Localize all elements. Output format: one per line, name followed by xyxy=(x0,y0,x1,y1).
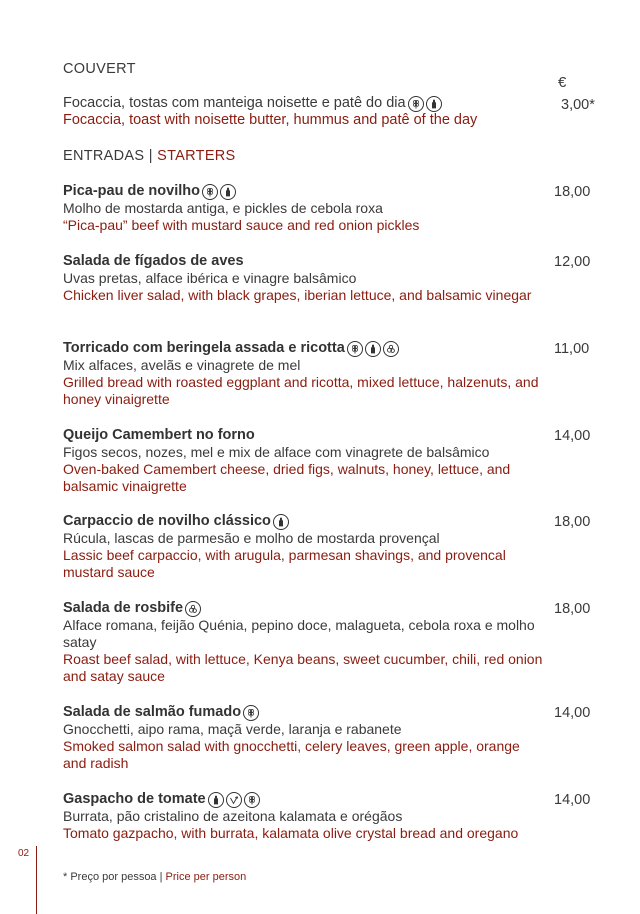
couvert-item xyxy=(63,95,553,129)
footnote-en: Price per person xyxy=(165,871,247,883)
menu-item-desc-en: Tomato gazpacho, with burrata, kalamata olive crystal bread and oregano xyxy=(63,825,519,841)
couvert-price-value: 3,00 xyxy=(561,97,590,113)
menu-item-desc-en: Oven-baked Camembert cheese, dried figs, walnuts, honey, lettuce, and balsamic vinaigrette xyxy=(63,461,511,494)
couvert-title: COUVERT xyxy=(63,61,136,77)
menu-item-desc-pt: Burrata, pão cristalino de azeitona kalamata e orégãos xyxy=(63,808,403,824)
dairy-icon xyxy=(208,792,224,808)
menu-item-price: 14,00 xyxy=(554,428,591,444)
menu-item xyxy=(63,183,545,234)
starters-divider: | xyxy=(148,148,153,164)
couvert-price xyxy=(561,97,595,113)
price-footnote xyxy=(63,871,246,883)
nuts-icon xyxy=(185,601,201,617)
menu-item-desc-en: Roast beef salad, with lettuce, Kenya beans, sweet cucumber, chili, red onion and satay sauce xyxy=(63,651,543,684)
menu-item-desc-pt: Figos secos, nozes, mel e mix de alface com vinagrete de balsâmico xyxy=(63,444,490,460)
dairy-icon xyxy=(220,184,236,200)
dairy-icon xyxy=(426,96,442,112)
menu-item-desc-pt: Alface romana, feijão Quénia, pepino doce, malagueta, cebola roxa e molho satay xyxy=(63,617,535,650)
menu-item-allergen-icons xyxy=(347,341,399,357)
menu-item xyxy=(63,427,545,495)
page-divider-line xyxy=(36,846,37,914)
vegetarian-icon xyxy=(226,792,242,808)
menu-item-allergen-icons xyxy=(208,792,260,808)
menu-item-desc-en: Grilled bread with roasted eggplant and ricotta, mixed lettuce, halzenuts, and honey vinaigrette xyxy=(63,374,539,407)
menu-item-name: Carpaccio de novilho clássico xyxy=(63,513,271,529)
menu-item-desc-pt: Gnocchetti, aipo rama, maçã verde, laranja e rabanete xyxy=(63,721,402,737)
menu-item-desc-en: Chicken liver salad, with black grapes, iberian lettuce, and balsamic vinegar xyxy=(63,287,532,303)
menu-item-allergen-icons xyxy=(243,705,259,721)
menu-item-desc-pt: Molho de mostarda antiga, e pickles de cebola roxa xyxy=(63,200,383,216)
menu-item-desc-pt: Mix alfaces, avelãs e vinagrete de mel xyxy=(63,357,301,373)
gluten-icon xyxy=(408,96,424,112)
menu-item-desc-en: “Pica-pau” beef with mustard sauce and red onion pickles xyxy=(63,217,420,233)
menu-item-desc-pt: Uvas pretas, alface ibérica e vinagre balsâmico xyxy=(63,270,357,286)
menu-item-allergen-icons xyxy=(202,184,236,200)
menu-item-name: Salada de fígados de aves xyxy=(63,253,244,269)
menu-item xyxy=(63,704,545,772)
menu-item-desc-en: Smoked salmon salad with gnocchetti, celery leaves, green apple, orange and radish xyxy=(63,738,520,771)
menu-item-price: 14,00 xyxy=(554,705,591,721)
dairy-icon xyxy=(365,341,381,357)
nuts-icon xyxy=(383,341,399,357)
starters-title-en: STARTERS xyxy=(157,148,236,164)
couvert-allergen-icons xyxy=(408,96,442,112)
menu-item-price: 12,00 xyxy=(554,254,591,270)
menu-item-desc-pt: Rúcula, lascas de parmesão e molho de mostarda provençal xyxy=(63,530,440,546)
couvert-price-mark: * xyxy=(589,97,595,113)
menu-item-name: Torricado com beringela assada e ricotta xyxy=(63,340,345,356)
dairy-icon xyxy=(273,514,289,530)
footnote-pt: * Preço por pessoa xyxy=(63,871,157,883)
page-number: 02 xyxy=(18,848,30,859)
menu-item-price: 18,00 xyxy=(554,601,591,617)
menu-item-allergen-icons xyxy=(273,514,289,530)
menu-item-price: 18,00 xyxy=(554,184,591,200)
currency-symbol: € xyxy=(558,74,567,91)
menu-item xyxy=(63,791,545,842)
gluten-icon xyxy=(244,792,260,808)
menu-item-name: Gaspacho de tomate xyxy=(63,791,206,807)
menu-item-name: Queijo Camembert no forno xyxy=(63,427,255,443)
menu-item-price: 18,00 xyxy=(554,514,591,530)
couvert-item-name: Focaccia, tostas com manteiga noisette e patê do dia xyxy=(63,95,406,111)
menu-item xyxy=(63,253,545,304)
menu-item-desc-en: Lassic beef carpaccio, with arugula, parmesan shavings, and provencal mustard sauce xyxy=(63,547,506,580)
menu-item xyxy=(63,513,545,581)
gluten-icon xyxy=(202,184,218,200)
menu-item-name: Salada de salmão fumado xyxy=(63,704,242,720)
starters-title-pt: ENTRADAS xyxy=(63,148,145,164)
menu-item-name: Pica-pau de novilho xyxy=(63,183,200,199)
gluten-icon xyxy=(347,341,363,357)
starters-title xyxy=(63,148,236,164)
footnote-divider: | xyxy=(159,871,163,883)
couvert-item-desc-en: Focaccia, toast with noisette butter, hummus and patê of the day xyxy=(63,112,478,128)
menu-item-price: 11,00 xyxy=(554,341,590,357)
menu-item-name: Salada de rosbife xyxy=(63,600,184,616)
menu-item-price: 14,00 xyxy=(554,792,591,808)
menu-item xyxy=(63,340,545,408)
gluten-icon xyxy=(243,705,259,721)
menu-item xyxy=(63,600,545,685)
menu-item-allergen-icons xyxy=(185,601,201,617)
